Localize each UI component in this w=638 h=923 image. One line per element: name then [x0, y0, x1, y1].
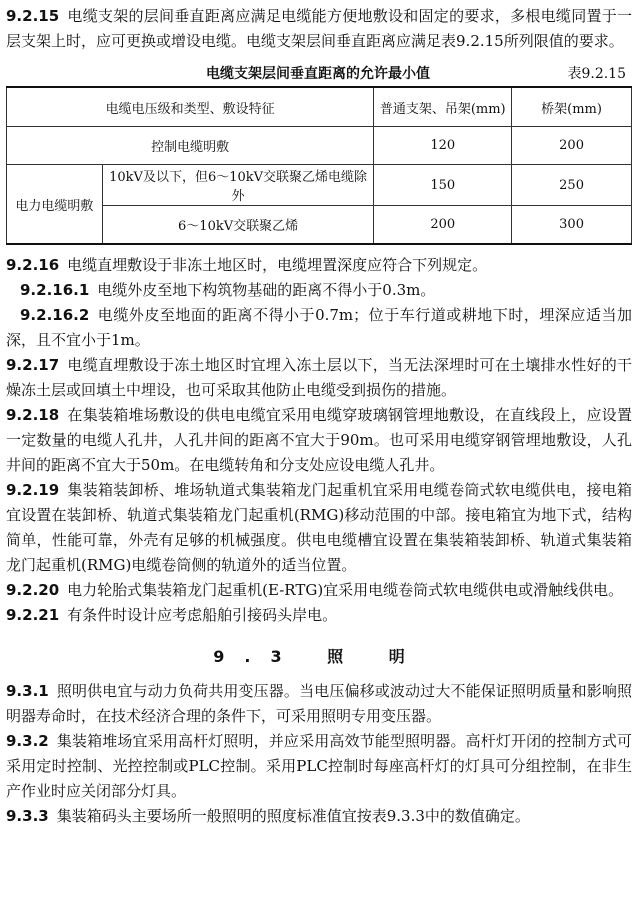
clause-text: 电力轮胎式集装箱龙门起重机(E-RTG)宜采用电缆卷筒式软电缆供电或滑触线供电。 — [67, 581, 624, 599]
header-cell: 普通支架、吊架(mm) — [374, 87, 512, 127]
clause-9-2-16 — [6, 253, 632, 278]
group-label-cell: 电力电缆明敷 — [7, 165, 103, 245]
header-cell: 桥架(mm) — [512, 87, 632, 127]
clause-number: 9.2.15 — [6, 7, 60, 25]
clause-text: 照明供电宜与动力负荷共用变压器。当电压偏移或波动过大不能保证照明质量和影响照明器寿命时，在技术经济合理的条件下，可采用照明专用变压器。 — [6, 682, 632, 725]
clause-text: 电缆直埋敷设于冻土地区时宜埋入冻土层以下，当无法深埋时可在土壤排水性好的干燥冻土层或回填土中埋设，也可采取其他防止电缆受到损伤的措施。 — [6, 356, 632, 399]
clause-9-2-17 — [6, 353, 632, 403]
clause-9-2-19 — [6, 478, 632, 578]
table-cell: 控制电缆明敷 — [7, 127, 374, 165]
clause-9-2-21 — [6, 603, 632, 628]
clause-text: 电缆外皮至地面的距离不得小于0.7m；位于车行道或耕地下时，埋深应适当加深，且不宜小于1m。 — [6, 306, 632, 349]
table-cell: 120 — [374, 127, 512, 165]
clause-number: 9.2.20 — [6, 581, 60, 599]
clause-text: 集装箱码头主要场所一般照明的照度标准值宜按表9.3.3中的数值确定。 — [56, 807, 530, 825]
clause-text: 集装箱装卸桥、堆场轨道式集装箱龙门起重机宜采用电缆卷筒式软电缆供电，接电箱宜设置在装卸桥、轨道式集装箱龙门起重机(RMG)移动范围的中部。接电箱宜为地下式，结构简单，性能可靠，外壳有足够的机械强度。供电电缆槽宜设置在集装箱装卸桥、轨道式集装箱龙门起重机(RMG)电缆卷筒侧的轨道外的适当位置。 — [6, 481, 632, 574]
clause-9-2-15 — [6, 4, 632, 54]
clause-9-3-3 — [6, 804, 632, 829]
table-caption — [6, 60, 632, 86]
clause-9-2-16-1 — [6, 278, 632, 303]
table-cell: 10kV及以下，但6～10kV交联聚乙烯电缆除外 — [102, 165, 374, 206]
clause-9-3-2 — [6, 729, 632, 804]
clause-text: 电缆直埋敷设于非冻土地区时，电缆埋置深度应符合下列规定。 — [67, 256, 488, 274]
table-header-row — [7, 87, 632, 127]
clause-number: 9.2.16.2 — [20, 306, 90, 324]
table-row — [7, 127, 632, 165]
clause-9-3-1 — [6, 679, 632, 729]
clause-number: 9.3.2 — [6, 732, 49, 750]
document-page — [6, 4, 632, 829]
section-heading: 9.3 照 明 — [213, 647, 425, 666]
clause-number: 9.2.19 — [6, 481, 60, 499]
table-cell: 150 — [374, 165, 512, 206]
table-cell: 250 — [512, 165, 632, 206]
spacing-table — [6, 86, 632, 245]
clause-text: 电缆支架的层间垂直距离应满足电缆能方便地敷设和固定的要求，多根电缆同置于一层支架上时，应可更换或增设电缆。电缆支架层间垂直距离应满足表9.2.15所列限值的要求。 — [6, 7, 632, 50]
clause-number: 9.2.16 — [6, 256, 60, 274]
clause-text: 在集装箱堆场敷设的供电电缆宜采用电缆穿玻璃钢管埋地敷设，在直线段上，应设置一定数量的电缆人孔井，人孔井间的距离不宜大于90m。也可采用电缆穿钢管埋地敷设，人孔井间的距离不宜大于50m。在电缆转角和分支处应设电缆人孔井。 — [6, 406, 632, 474]
table-cell: 200 — [512, 127, 632, 165]
clause-number: 9.2.16.1 — [20, 281, 90, 299]
table-cell: 6～10kV交联聚乙烯 — [102, 206, 374, 245]
table-title: 电缆支架层间垂直距离的允许最小值 — [206, 66, 430, 82]
table-cell: 300 — [512, 206, 632, 245]
clause-9-2-20 — [6, 578, 632, 603]
clause-number: 9.2.21 — [6, 606, 60, 624]
header-cell: 电缆电压级和类型、敷设特征 — [7, 87, 374, 127]
clause-text: 集装箱堆场宜采用高杆灯照明，并应采用高效节能型照明器。高杆灯开闭的控制方式可采用定时控制、光控控制或PLC控制。采用PLC控制时每座高杆灯的灯具可分组控制，在非生产作业时应关闭部分灯具。 — [6, 732, 632, 800]
clause-number: 9.2.18 — [6, 406, 60, 424]
clause-9-2-16-2 — [6, 303, 632, 353]
clause-number: 9.3.3 — [6, 807, 49, 825]
clause-9-2-18 — [6, 403, 632, 478]
clause-text: 有条件时设计应考虑船舶引接码头岸电。 — [67, 606, 338, 624]
clause-number: 9.3.1 — [6, 682, 49, 700]
table-cell: 200 — [374, 206, 512, 245]
clause-text: 电缆外皮至地下构筑物基础的距离不得小于0.3m。 — [97, 281, 436, 299]
clause-number: 9.2.17 — [6, 356, 60, 374]
table-row — [7, 165, 632, 206]
table-number: 表9.2.15 — [567, 66, 626, 82]
